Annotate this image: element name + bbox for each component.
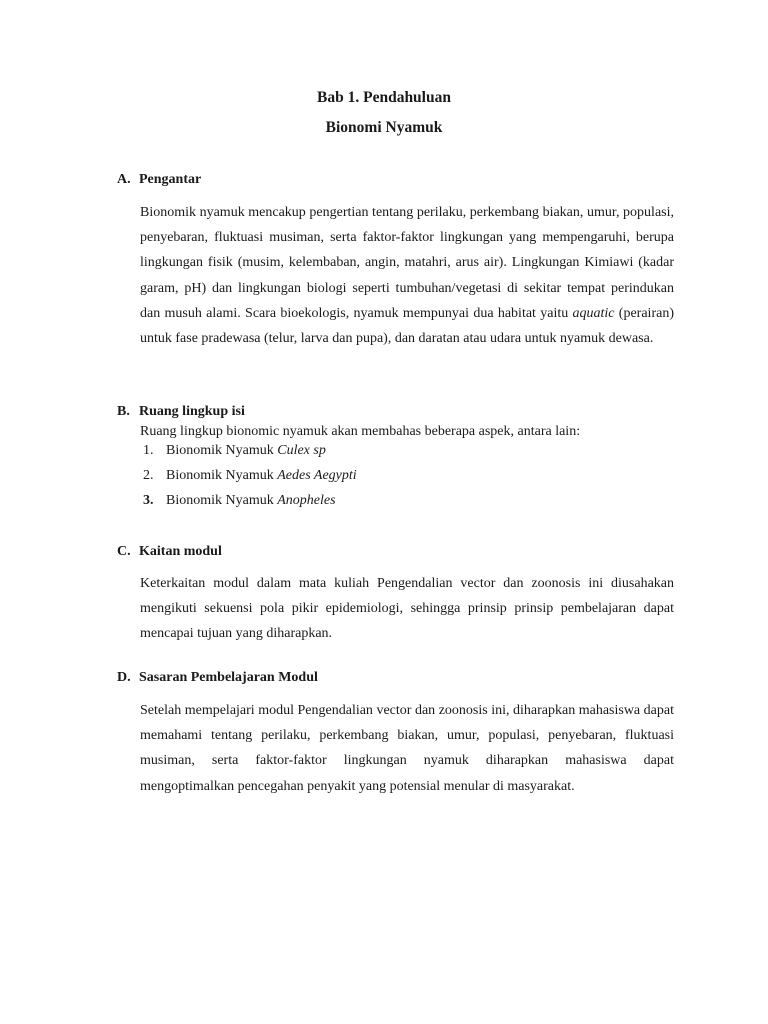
section-a-text-2: (perairan) untuk fase pradewasa (telur, larva dan pupa), dan daratan atau udara untuk nyamuk dewasa. <box>140 305 674 347</box>
list-item <box>143 468 357 484</box>
section-c-heading <box>117 544 222 560</box>
section-c-paragraph: Keterkaitan modul dalam mata kuliah Pengendalian vector dan zoonosis ini diusahakan mengikuti sekuensi pola pikir epidemiologi, sehingga prinsip prinsip pembelajaran dapat mencapai tujuan yang diharapkan. <box>140 576 674 642</box>
list-item <box>143 493 336 509</box>
section-c-title: Kaitan modul <box>139 544 222 559</box>
chapter-subtitle: Bionomi Nyamuk <box>325 119 443 136</box>
list-item-text: Bionomik Nyamuk <box>166 443 278 458</box>
section-a-italic-term: aquatic <box>572 305 615 321</box>
list-item-italic: Aedes Aegypti <box>277 468 357 483</box>
section-d-title: Sasaran Pembelajaran Modul <box>139 670 318 685</box>
list-item-text: Bionomik Nyamuk <box>166 493 278 508</box>
section-d-letter: D. <box>117 670 131 685</box>
section-a-letter: A. <box>117 172 131 187</box>
list-item-number: 3. <box>143 493 154 508</box>
section-a-heading <box>117 172 201 188</box>
section-c-letter: C. <box>117 544 131 559</box>
section-a-paragraph <box>140 200 674 351</box>
list-item-italic: Anopheles <box>277 493 336 508</box>
section-d-paragraph: Setelah mempelajari modul Pengendalian vector dan zoonosis ini, diharapkan mahasiswa dapat memahami tentang perilaku, perkembang biakan, umur, populasi, penyebaran, fluktuasi musiman, serta faktor-faktor lingkungan nyamuk diharapkan mahasiswa dapat mengoptimalkan pencegahan penyakit yang potensial menular di masyarakat. <box>140 703 674 794</box>
section-a-text-1: Bionomik nyamuk mencakup pengertian tentang perilaku, perkembang biakan, umur, populasi, penyebaran, fluktuasi musiman, serta faktor-faktor lingkungan yang mempengaruhi, berupa lingkungan fisik (musim, kelembaban, angin, matahri, arus air). Lingkungan Kimiawi (kadar garam, pH) dan lingkungan biologi seperti tumbuhan/vegetasi di sekitar tempat perindukan dan musuh alami. Scara bioekologis, nyamuk mempunyai dua habitat yaitu <box>140 205 674 321</box>
chapter-title: Bab 1. Pendahuluan <box>317 89 451 106</box>
section-b-heading <box>117 404 245 420</box>
list-item-number: 2. <box>143 468 154 483</box>
list-item <box>143 443 326 459</box>
section-b-title: Ruang lingkup isi <box>139 404 245 419</box>
list-item-text: Bionomik Nyamuk <box>166 468 278 483</box>
section-d-heading <box>117 670 318 686</box>
list-item-italic: Culex sp <box>277 443 326 458</box>
section-b-letter: B. <box>117 404 130 419</box>
section-a-title: Pengantar <box>139 172 202 187</box>
section-b-intro: Ruang lingkup bionomic nyamuk akan membahas beberapa aspek, antara lain: <box>140 424 581 439</box>
list-item-number: 1. <box>143 443 154 458</box>
